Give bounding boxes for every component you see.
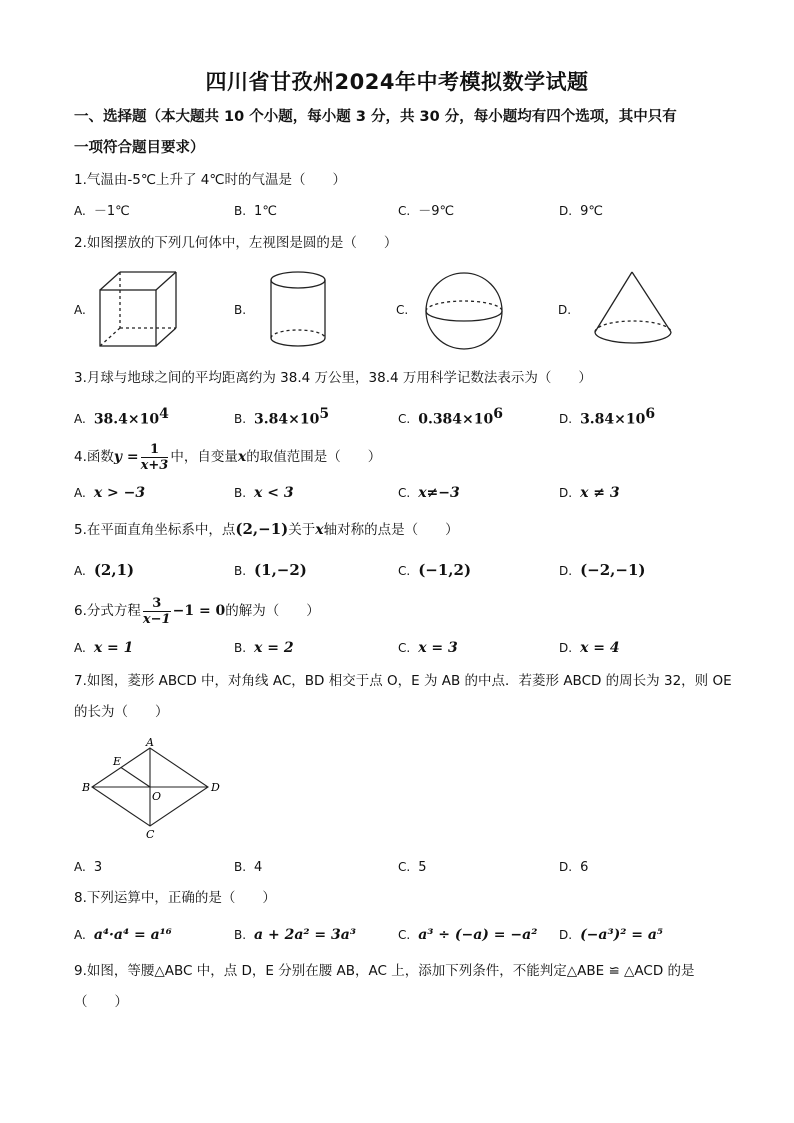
option-label: A.	[74, 641, 86, 655]
option-text: a³ ÷ (−a) = −a²	[418, 927, 538, 943]
option-label: A.	[74, 486, 86, 500]
question-1-stem: 1.气温由-5℃上升了 4℃时的气温是（ ）	[74, 172, 347, 188]
option-label: B.	[234, 641, 247, 655]
option-text: (1,−2)	[254, 561, 307, 579]
question-7-options	[74, 855, 734, 879]
option-d[interactable]	[559, 636, 620, 661]
option-label: C.	[398, 486, 411, 500]
option-label: B.	[234, 564, 247, 578]
option-label: D.	[559, 486, 573, 500]
variable: x	[315, 522, 324, 538]
question-4-stem	[74, 438, 734, 476]
option-c[interactable]	[398, 402, 503, 432]
vertex-label-a: A	[146, 736, 154, 749]
cube-icon	[98, 270, 180, 350]
option-b[interactable]	[234, 481, 294, 506]
option-b[interactable]	[234, 402, 329, 432]
option-text: a + 2a² = 3a³	[254, 927, 356, 943]
option-text: 5	[418, 860, 427, 875]
option-label: C.	[398, 204, 411, 218]
option-base: 3.84×10	[580, 411, 646, 428]
option-text: x ≠ 3	[580, 485, 620, 501]
option-text: (−2,−1)	[580, 561, 646, 579]
option-label: D.	[559, 564, 573, 578]
option-d[interactable]	[559, 855, 588, 880]
point-label-e: E	[113, 755, 122, 768]
stem-suffix: 的取值范围是（ ）	[246, 449, 382, 465]
option-text: 9℃	[580, 204, 603, 219]
option-b[interactable]	[234, 199, 277, 224]
stem-suffix: 的解为（ ）	[225, 603, 320, 619]
option-b[interactable]	[234, 558, 307, 584]
option-a[interactable]	[74, 855, 102, 880]
cylinder-icon	[268, 270, 328, 350]
question-3-stem: 3.月球与地球之间的平均距离约为 38.4 万公里，38.4 万用科学记数法表示为（ ）	[74, 370, 592, 386]
option-a[interactable]	[74, 402, 169, 432]
option-text: x = 3	[418, 640, 458, 656]
option-b[interactable]	[234, 855, 262, 880]
option-label: D.	[559, 204, 573, 218]
question-6-stem	[74, 592, 734, 630]
option-text: (2,1)	[93, 561, 135, 579]
question-7-stem-line1: 7.如图，菱形 ABCD 中，对角线 AC，BD 相交于点 O，E 为 AB 的中点．若菱形 ABCD 的周长为 32，则 OE	[74, 673, 732, 689]
option-d-label[interactable]: D.	[558, 303, 572, 317]
option-text: x = 4	[580, 640, 620, 656]
option-label: A.	[74, 860, 86, 874]
option-a[interactable]	[74, 558, 134, 584]
stem-prefix: 5.在平面直角坐标系中，点	[74, 522, 236, 538]
option-label: C.	[398, 860, 411, 874]
option-c[interactable]	[398, 558, 471, 584]
denominator: x+3	[140, 457, 169, 473]
option-label: B.	[234, 412, 247, 427]
stem-mid: 关于	[288, 522, 316, 538]
option-a-label[interactable]: A.	[74, 303, 86, 317]
option-text: a⁴·a⁴ = a¹⁶	[93, 927, 172, 943]
option-a[interactable]	[74, 923, 172, 948]
section-heading-line2: 一项符合题目要求）	[74, 140, 205, 156]
stem-prefix: 4.函数	[74, 449, 114, 465]
option-label: D.	[559, 412, 573, 427]
fraction	[143, 596, 171, 627]
option-c-label[interactable]: C.	[396, 303, 409, 317]
option-a[interactable]	[74, 481, 145, 506]
option-label: A.	[74, 204, 86, 218]
question-9-stem-line2: （ ）	[74, 994, 128, 1010]
numerator: 1	[141, 442, 169, 458]
option-label: A.	[74, 412, 86, 427]
question-8-stem: 8.下列运算中，正确的是（ ）	[74, 890, 276, 906]
option-label: C.	[398, 928, 411, 942]
question-3-options	[74, 402, 734, 426]
vertex-label-c: C	[146, 828, 155, 841]
question-4-options	[74, 481, 734, 505]
option-text: 4	[254, 860, 263, 875]
variable: x	[237, 449, 247, 465]
option-base: 3.84×10	[254, 411, 320, 428]
stem-suffix: 轴对称的点是（ ）	[323, 522, 459, 538]
option-exp: 6	[493, 406, 504, 422]
option-text: x < 3	[254, 485, 294, 501]
option-d[interactable]	[559, 923, 663, 948]
option-label: B.	[234, 860, 247, 874]
option-label: C.	[398, 412, 411, 427]
stem-prefix: 6.分式方程	[74, 603, 141, 619]
question-9-stem-line1: 9.如图，等腰△ABC 中，点 D，E 分别在腰 AB，AC 上，添加下列条件，不能判定△ABE ≌ △ACD 的是	[74, 963, 695, 979]
point: (2,−1)	[235, 520, 289, 538]
option-exp: 4	[159, 406, 169, 422]
sphere-icon	[424, 272, 506, 352]
option-b-label[interactable]: B.	[234, 303, 247, 317]
denominator: x−1	[142, 611, 171, 627]
question-1-options	[74, 199, 734, 223]
option-base: 0.384×10	[418, 411, 494, 428]
question-7-stem-line2: 的长为（ ）	[74, 704, 169, 720]
option-a[interactable]	[74, 636, 133, 661]
option-d[interactable]	[559, 481, 620, 506]
option-label: A.	[74, 564, 86, 578]
question-6-options	[74, 636, 734, 660]
option-label: C.	[398, 564, 411, 578]
option-label: C.	[398, 641, 411, 655]
option-label: D.	[559, 641, 573, 655]
option-c[interactable]	[398, 481, 460, 506]
option-text: x = 1	[93, 640, 134, 656]
option-c[interactable]	[398, 855, 426, 880]
option-text: －9℃	[418, 204, 455, 219]
question-8-options	[74, 923, 734, 947]
option-b[interactable]	[234, 923, 356, 948]
function-y: y =	[113, 449, 139, 465]
fraction	[141, 442, 169, 473]
option-label: B.	[234, 204, 247, 218]
question-2-stem: 2.如图摆放的下列几何体中，左视图是圆的是（ ）	[74, 235, 398, 251]
option-text: 6	[580, 860, 589, 875]
page-title: 四川省甘孜州2024年中考模拟数学试题	[205, 70, 589, 94]
equation-rest: −1 = 0	[172, 603, 226, 619]
option-exp: 6	[645, 406, 656, 422]
rhombus-figure	[80, 736, 230, 841]
option-b[interactable]	[234, 636, 294, 661]
option-c[interactable]	[398, 199, 454, 224]
option-exp: 5	[319, 406, 330, 422]
question-5-stem	[74, 514, 734, 545]
option-d[interactable]	[559, 402, 655, 432]
option-text: 3	[93, 860, 103, 875]
option-d[interactable]	[559, 558, 646, 584]
option-label: B.	[234, 928, 247, 942]
question-5-options	[74, 558, 734, 582]
option-text: x≠−3	[418, 485, 460, 501]
option-text: (−a³)² = a⁵	[580, 927, 664, 943]
point-label-o: O	[152, 790, 162, 803]
option-text: x = 2	[254, 640, 294, 656]
option-text: x > −3	[93, 485, 146, 501]
section-heading-line1: 一、选择题（本大题共 10 个小题，每小题 3 分，共 30 分，每小题均有四个选项，其中只有	[74, 109, 677, 125]
option-label: D.	[559, 860, 573, 874]
option-c[interactable]	[398, 923, 537, 948]
option-text: 1℃	[254, 204, 277, 219]
option-label: D.	[559, 928, 573, 942]
option-a[interactable]	[74, 199, 130, 224]
option-text: (−1,2)	[418, 561, 472, 579]
vertex-label-b: B	[82, 781, 91, 794]
option-text: －1℃	[93, 204, 130, 219]
numerator: 3	[143, 596, 171, 612]
stem-mid: 中，自变量	[170, 449, 238, 465]
option-base: 38.4×10	[93, 411, 160, 428]
option-c[interactable]	[398, 636, 458, 661]
option-label: B.	[234, 486, 247, 500]
option-label: A.	[74, 928, 86, 942]
vertex-label-d: D	[211, 781, 220, 794]
cone-icon	[592, 270, 676, 348]
option-d[interactable]	[559, 199, 603, 224]
